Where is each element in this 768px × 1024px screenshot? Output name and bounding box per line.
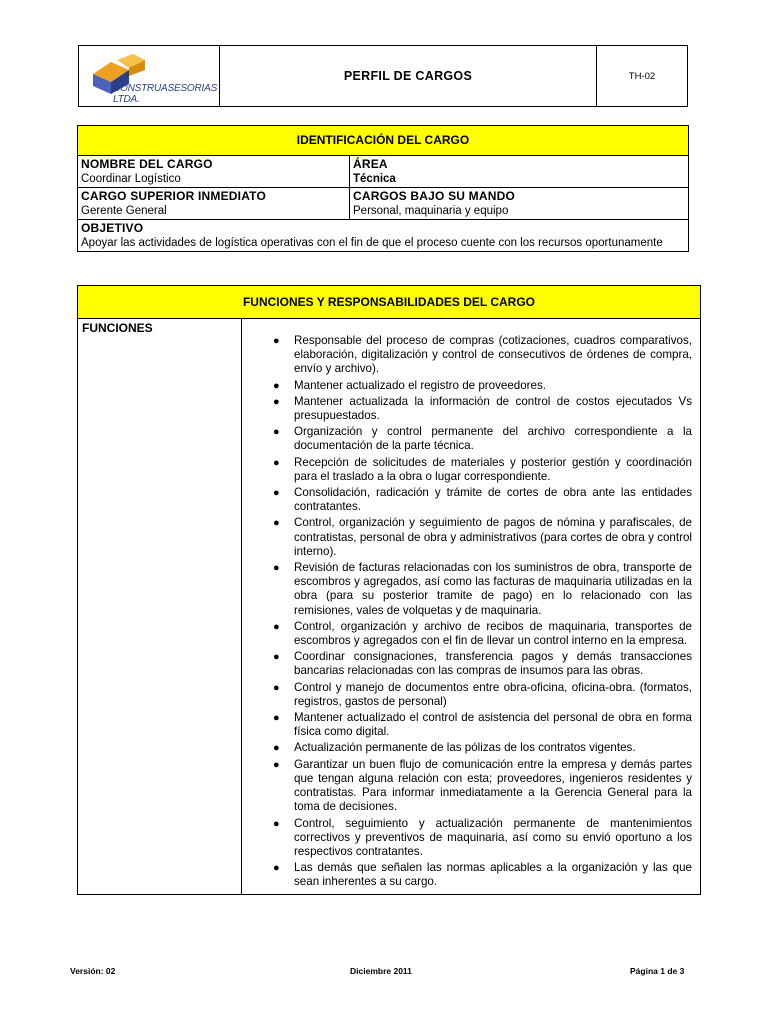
bullet-icon: ● — [273, 817, 280, 830]
function-item — [273, 741, 692, 755]
nombre-label: NOMBRE DEL CARGO — [81, 157, 213, 171]
bullet-icon: ● — [273, 712, 280, 725]
function-item-text: Organización y control permanente del archivo correspondiente a la documentación de la parte técnica. — [294, 425, 692, 453]
identification-table — [77, 125, 689, 252]
bullet-icon: ● — [273, 487, 280, 500]
footer-page: Página 1 de 3 — [630, 966, 685, 976]
function-item — [273, 334, 692, 377]
function-item-text: Mantener actualizado el registro de proveedores. — [294, 378, 546, 392]
function-item-text: Mantener actualizada la información de control de costos ejecutados Vs presupuestados. — [294, 394, 692, 423]
area-cell — [350, 156, 689, 188]
document-title: PERFIL DE CARGOS — [343, 69, 473, 83]
functions-label: FUNCIONES — [78, 319, 242, 895]
function-item — [273, 757, 692, 815]
bullet-icon: ● — [273, 620, 280, 633]
function-item — [273, 561, 692, 618]
function-item — [273, 486, 692, 514]
function-item-text: Control, organización y seguimiento de pagos de nómina y parafiscales, de contratistas, personal de obra y administrativos (para cortes de obra y control interno). — [294, 516, 692, 558]
bullet-icon: ● — [273, 862, 280, 875]
function-item-text: Actualización permanente de las pólizas de los contratos vigentes. — [294, 741, 636, 755]
footer-date: Diciembre 2011 — [350, 966, 412, 976]
function-item — [273, 425, 692, 453]
function-item-text: Revisión de facturas relacionadas con los suministros de obra, transporte de escombros y agregados, así como las facturas de maquinaria utilizadas en la obra (para su posterior tramite de pago) en lo relacionado con las remisiones, vales de volquetas y de maquinaria. — [294, 561, 692, 617]
bullet-icon: ● — [273, 395, 280, 408]
logo-text: CONSTRUASESORIAS LTDA. — [113, 83, 218, 105]
superior-value: Gerente General — [81, 204, 167, 217]
functions-heading: FUNCIONES Y RESPONSABILIDADES DEL CARGO — [78, 286, 701, 319]
functions-list-cell — [242, 319, 701, 895]
function-item — [273, 816, 692, 860]
mando-cell — [350, 188, 689, 220]
bullet-icon: ● — [273, 651, 280, 664]
bullet-icon: ● — [273, 379, 280, 392]
bullet-icon: ● — [273, 456, 280, 469]
area-label: ÁREA — [353, 157, 388, 171]
function-item — [273, 861, 692, 889]
footer-version: Versión: 02 — [70, 966, 116, 976]
nombre-value: Coordinar Logístico — [81, 172, 181, 185]
mando-value: Personal, maquinaria y equipo — [353, 204, 509, 217]
function-item-text: Coordinar consignaciones, transferencia pagos y demás transacciones bancarias relacionadas con las compras de insumos para las obras. — [294, 650, 692, 678]
identification-heading: IDENTIFICACIÓN DEL CARGO — [78, 126, 689, 156]
function-item — [273, 711, 692, 739]
function-item — [273, 619, 692, 648]
function-item — [273, 516, 692, 559]
bullet-icon: ● — [273, 517, 280, 530]
area-value: Técnica — [353, 172, 396, 185]
function-item — [273, 455, 692, 484]
functions-list — [266, 334, 692, 890]
function-item-text: Consolidación, radicación y trámite de cortes de obra ante las entidades contratantes. — [294, 486, 692, 514]
function-item-text: Las demás que señalen las normas aplicables a la organización y las que sean inherentes a su cargo. — [294, 861, 692, 889]
bullet-icon: ● — [273, 758, 280, 771]
bullet-icon: ● — [273, 742, 280, 755]
function-item — [273, 680, 692, 709]
nombre-cell — [78, 156, 350, 188]
document-header — [78, 45, 688, 107]
bullet-icon: ● — [273, 335, 280, 347]
function-item-text: Recepción de solicitudes de materiales y posterior gestión y coordinación para el traslado a la obra o lugar correspondiente. — [294, 455, 692, 483]
function-item-text: Responsable del proceso de compras (cotizaciones, cuadros comparativos, elaboración, digitalización y control de consecutivos de órdenes de compra, envío y archivo). — [294, 334, 692, 376]
mando-label: CARGOS BAJO SU MANDO — [353, 189, 516, 203]
document-code: TH-02 — [596, 46, 687, 106]
function-item-text: Control, organización y archivo de recibos de maquinaria, transportes de escombros y agregados con el fin de llevar un control interno en la empresa. — [294, 619, 692, 648]
function-item-text: Mantener actualizado el control de asistencia del personal de obra en forma física como digital. — [294, 711, 692, 739]
function-item-text: Control, seguimiento y actualización permanente de mantenimientos correctivos y preventivos de maquinaria, así como su envió oportuno a los respectivos contratantes. — [294, 816, 692, 858]
bullet-icon: ● — [273, 681, 280, 694]
function-item — [273, 394, 692, 423]
functions-table — [77, 285, 701, 895]
bullet-icon: ● — [273, 562, 280, 575]
superior-label: CARGO SUPERIOR INMEDIATO — [81, 189, 267, 203]
company-logo — [79, 46, 220, 106]
objetivo-value: Apoyar las actividades de logística operativas con el fin de que el proceso cuente con los recursos oportunamente — [81, 236, 663, 249]
objetivo-cell — [78, 220, 689, 252]
function-item-text: Control y manejo de documentos entre obra-oficina, oficina-obra. (formatos, registros, gastos de personal) — [294, 680, 692, 708]
bullet-icon: ● — [273, 426, 280, 439]
function-item — [273, 378, 692, 393]
superior-cell — [78, 188, 350, 220]
function-item-text: Garantizar un buen flujo de comunicación entre la empresa y demás partes que tengan alguna relación con esta; proveedores, ingenieros residentes y contratistas. Para informar inmediatamente a la Gerencia General para la toma de decisiones. — [294, 757, 692, 814]
function-item — [273, 650, 692, 678]
objetivo-label: OBJETIVO — [81, 221, 144, 235]
